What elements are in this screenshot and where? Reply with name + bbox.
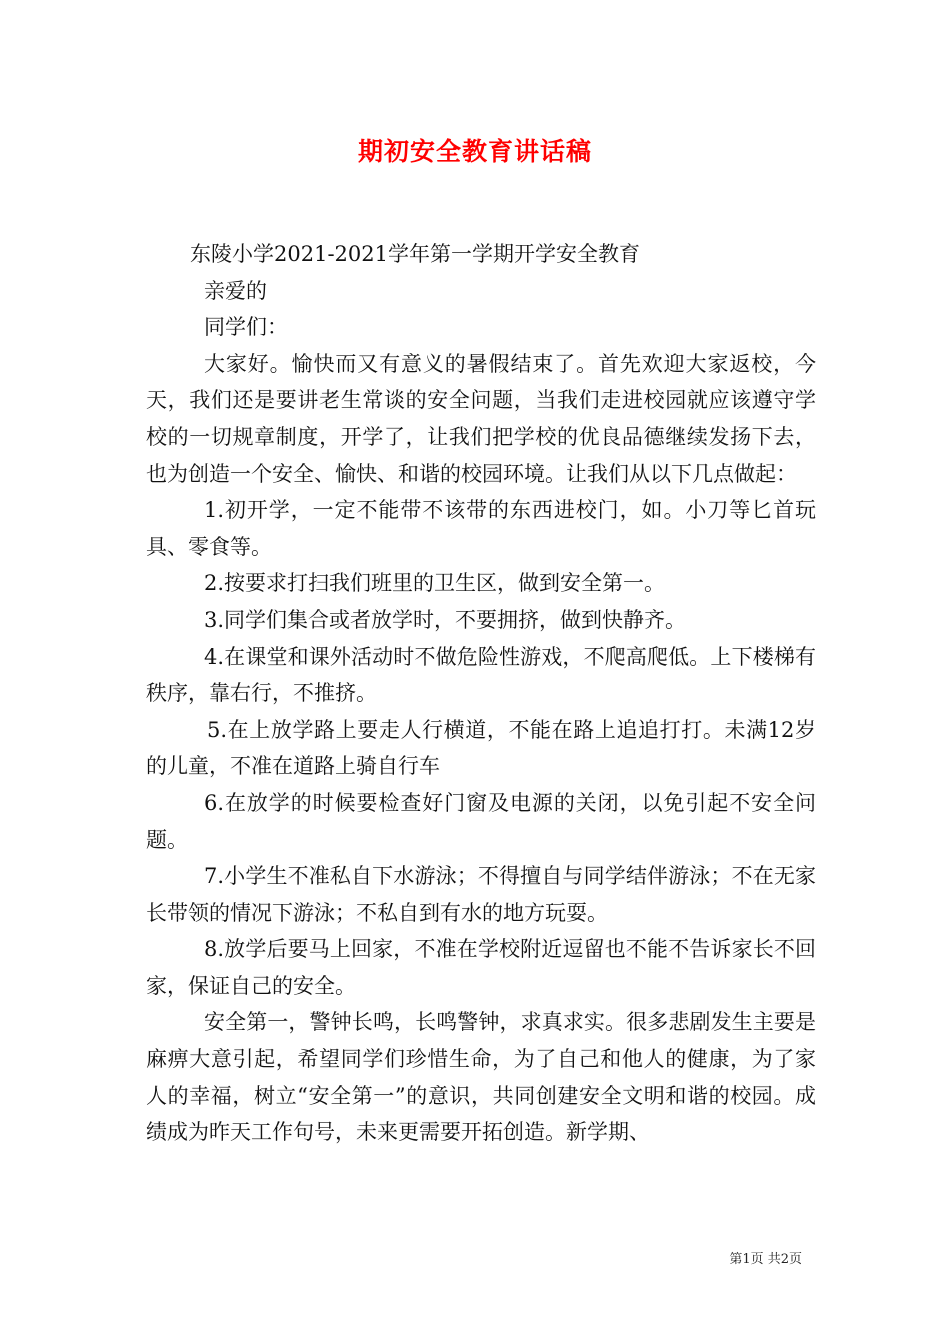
paragraph-item-2: 2.按要求打扫我们班里的卫生区，做到安全第一。 xyxy=(204,571,666,596)
paragraph-closing: 安全第一，警钟长鸣，长鸣警钟，求真求实。很多悲剧发生主要是麻痹大意引起，希望同学们珍惜生命，为了自己和他人的健康，为了家人的幸福，树立“安全第一”的意识，共同创建安全文明和谐的校园。成绩成为昨天工作句号，未来更需要开拓创造。新学期、 xyxy=(146,1010,816,1145)
paragraph-item-4: 4.在课堂和课外活动时不做危险性游戏，不爬高爬低。上下楼梯有秩序，靠右行，不推挤。 xyxy=(146,644,816,706)
paragraph-intro: 大家好。愉快而又有意义的暑假结束了。首先欢迎大家返校，今天，我们还是要讲老生常谈的安全问题，当我们走进校园就应该遵守学校的一切规章制度，开学了，让我们把学校的优良品德继续发扬下去，也为创造一个安全、愉快、和谐的校园环境。让我们从以下几点做起： xyxy=(146,351,816,486)
paragraph-item-3: 3.同学们集合或者放学时，不要拥挤，做到快静齐。 xyxy=(204,607,687,632)
document-title: 期初安全教育讲话稿 xyxy=(357,137,592,166)
paragraph-item-8: 8.放学后要马上回家，不准在学校附近逗留也不能不告诉家长不回家，保证自己的安全。 xyxy=(146,937,816,998)
document-body xyxy=(146,236,816,1151)
paragraph-item-7: 7.小学生不准私自下水游泳；不得擅自与同学结伴游泳；不在无家长带领的情况下游泳；不私自到有水的地方玩耍。 xyxy=(146,864,816,925)
paragraph-item-1: 1.初开学，一定不能带不该带的东西进校门，如。小刀等匕首玩具、零食等。 xyxy=(146,498,816,559)
paragraph-subtitle: 东陵小学2021-2021学年第一学期开学安全教育 xyxy=(190,242,640,266)
paragraph-salutation-2: 同学们： xyxy=(204,315,288,340)
paragraph-item-5: 5.在上放学路上要走人行横道，不能在路上追追打打。未满12岁的儿童，不准在道路上骑自行车 xyxy=(146,717,816,779)
paragraph-salutation: 亲爱的 xyxy=(204,278,267,303)
paragraph-item-6: 6.在放学的时候要检查好门窗及电源的关闭，以免引起不安全问题。 xyxy=(146,790,816,852)
page-number-footer: 第1页 共2页 xyxy=(729,1252,802,1267)
